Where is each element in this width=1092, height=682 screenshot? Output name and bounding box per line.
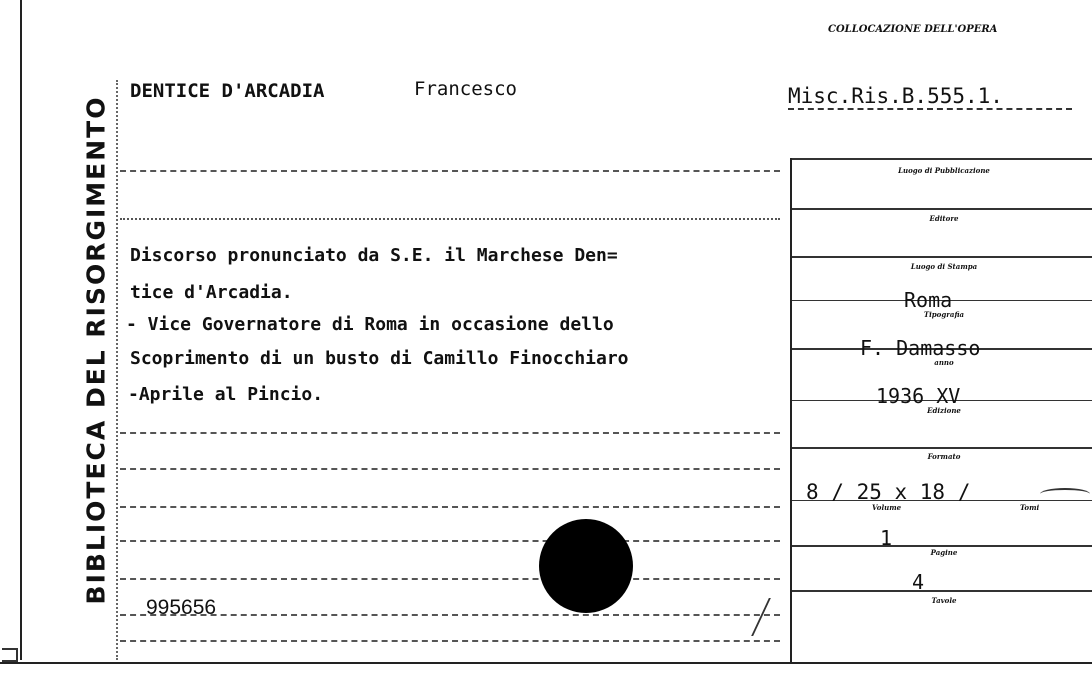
guide-line xyxy=(120,218,780,220)
guide-line xyxy=(120,468,780,470)
label-pagine: Pagine xyxy=(930,548,958,557)
value-volume: 1 xyxy=(880,526,893,550)
description-line-4: Scoprimento di un busto di Camillo Finocchiaro xyxy=(130,348,629,369)
label-tipografia: Tipografia xyxy=(923,310,965,319)
library-vertical-label: BIBLIOTECA DEL RISORGIMENTO xyxy=(81,95,111,605)
header-collocazione: COLLOCAZIONE DELL'OPERA xyxy=(828,24,998,35)
label-luogo-pubblicazione: Luogo di Pubblicazione xyxy=(898,166,990,175)
label-tomi: Tomi xyxy=(1020,503,1040,512)
shelfmark: Misc.Ris.B.555.1. xyxy=(788,84,1003,108)
right-panel-line xyxy=(792,256,1092,258)
value-formato: 8 / 25 x 18 / xyxy=(806,480,971,504)
corner-mark xyxy=(2,648,18,662)
description-line-3: - Vice Governatore di Roma in occasione dello xyxy=(126,314,614,335)
guide-line xyxy=(120,432,780,434)
author-firstname: Francesco xyxy=(414,78,517,100)
guide-line xyxy=(120,640,780,642)
label-anno: anno xyxy=(934,358,954,367)
label-volume: Volume xyxy=(872,503,902,512)
guide-line xyxy=(120,506,780,508)
value-luogo-stampa: Roma xyxy=(904,288,953,312)
inner-dotted-line xyxy=(116,80,118,660)
punch-hole xyxy=(539,519,633,613)
value-pagine: 4 xyxy=(912,570,925,594)
description-line-2: tice d'Arcadia. xyxy=(130,282,293,303)
value-tipografia: F. Damasso xyxy=(860,336,981,360)
description-line-1: Discorso pronunciato da S.E. il Marchese Den= xyxy=(130,245,618,266)
guide-line xyxy=(120,614,780,616)
right-panel-line xyxy=(792,158,1092,160)
value-anno: 1936 XV xyxy=(876,384,961,408)
left-border-line xyxy=(20,0,22,660)
guide-line xyxy=(120,578,780,580)
inventory-number: 995656 xyxy=(146,596,217,619)
pen-mark xyxy=(729,598,771,636)
right-panel-border xyxy=(790,158,792,663)
label-editore: Editore xyxy=(929,214,959,223)
shelfmark-underline xyxy=(788,108,1072,110)
pen-stroke xyxy=(1040,488,1090,500)
guide-line xyxy=(120,170,780,172)
label-tavole: Tavole xyxy=(931,596,957,605)
label-luogo-stampa: Luogo di Stampa xyxy=(910,262,978,271)
author-surname: DENTICE D'ARCADIA xyxy=(130,80,325,102)
label-formato: Formato xyxy=(927,452,961,461)
guide-line xyxy=(120,540,780,542)
bottom-border-line xyxy=(0,662,1092,664)
description-line-5: -Aprile al Pincio. xyxy=(128,384,324,405)
right-panel-line xyxy=(792,590,1092,592)
label-edizione: Edizione xyxy=(927,406,961,415)
right-panel-line xyxy=(792,545,1092,547)
right-panel-line xyxy=(792,447,1092,449)
right-panel-line xyxy=(792,208,1092,210)
